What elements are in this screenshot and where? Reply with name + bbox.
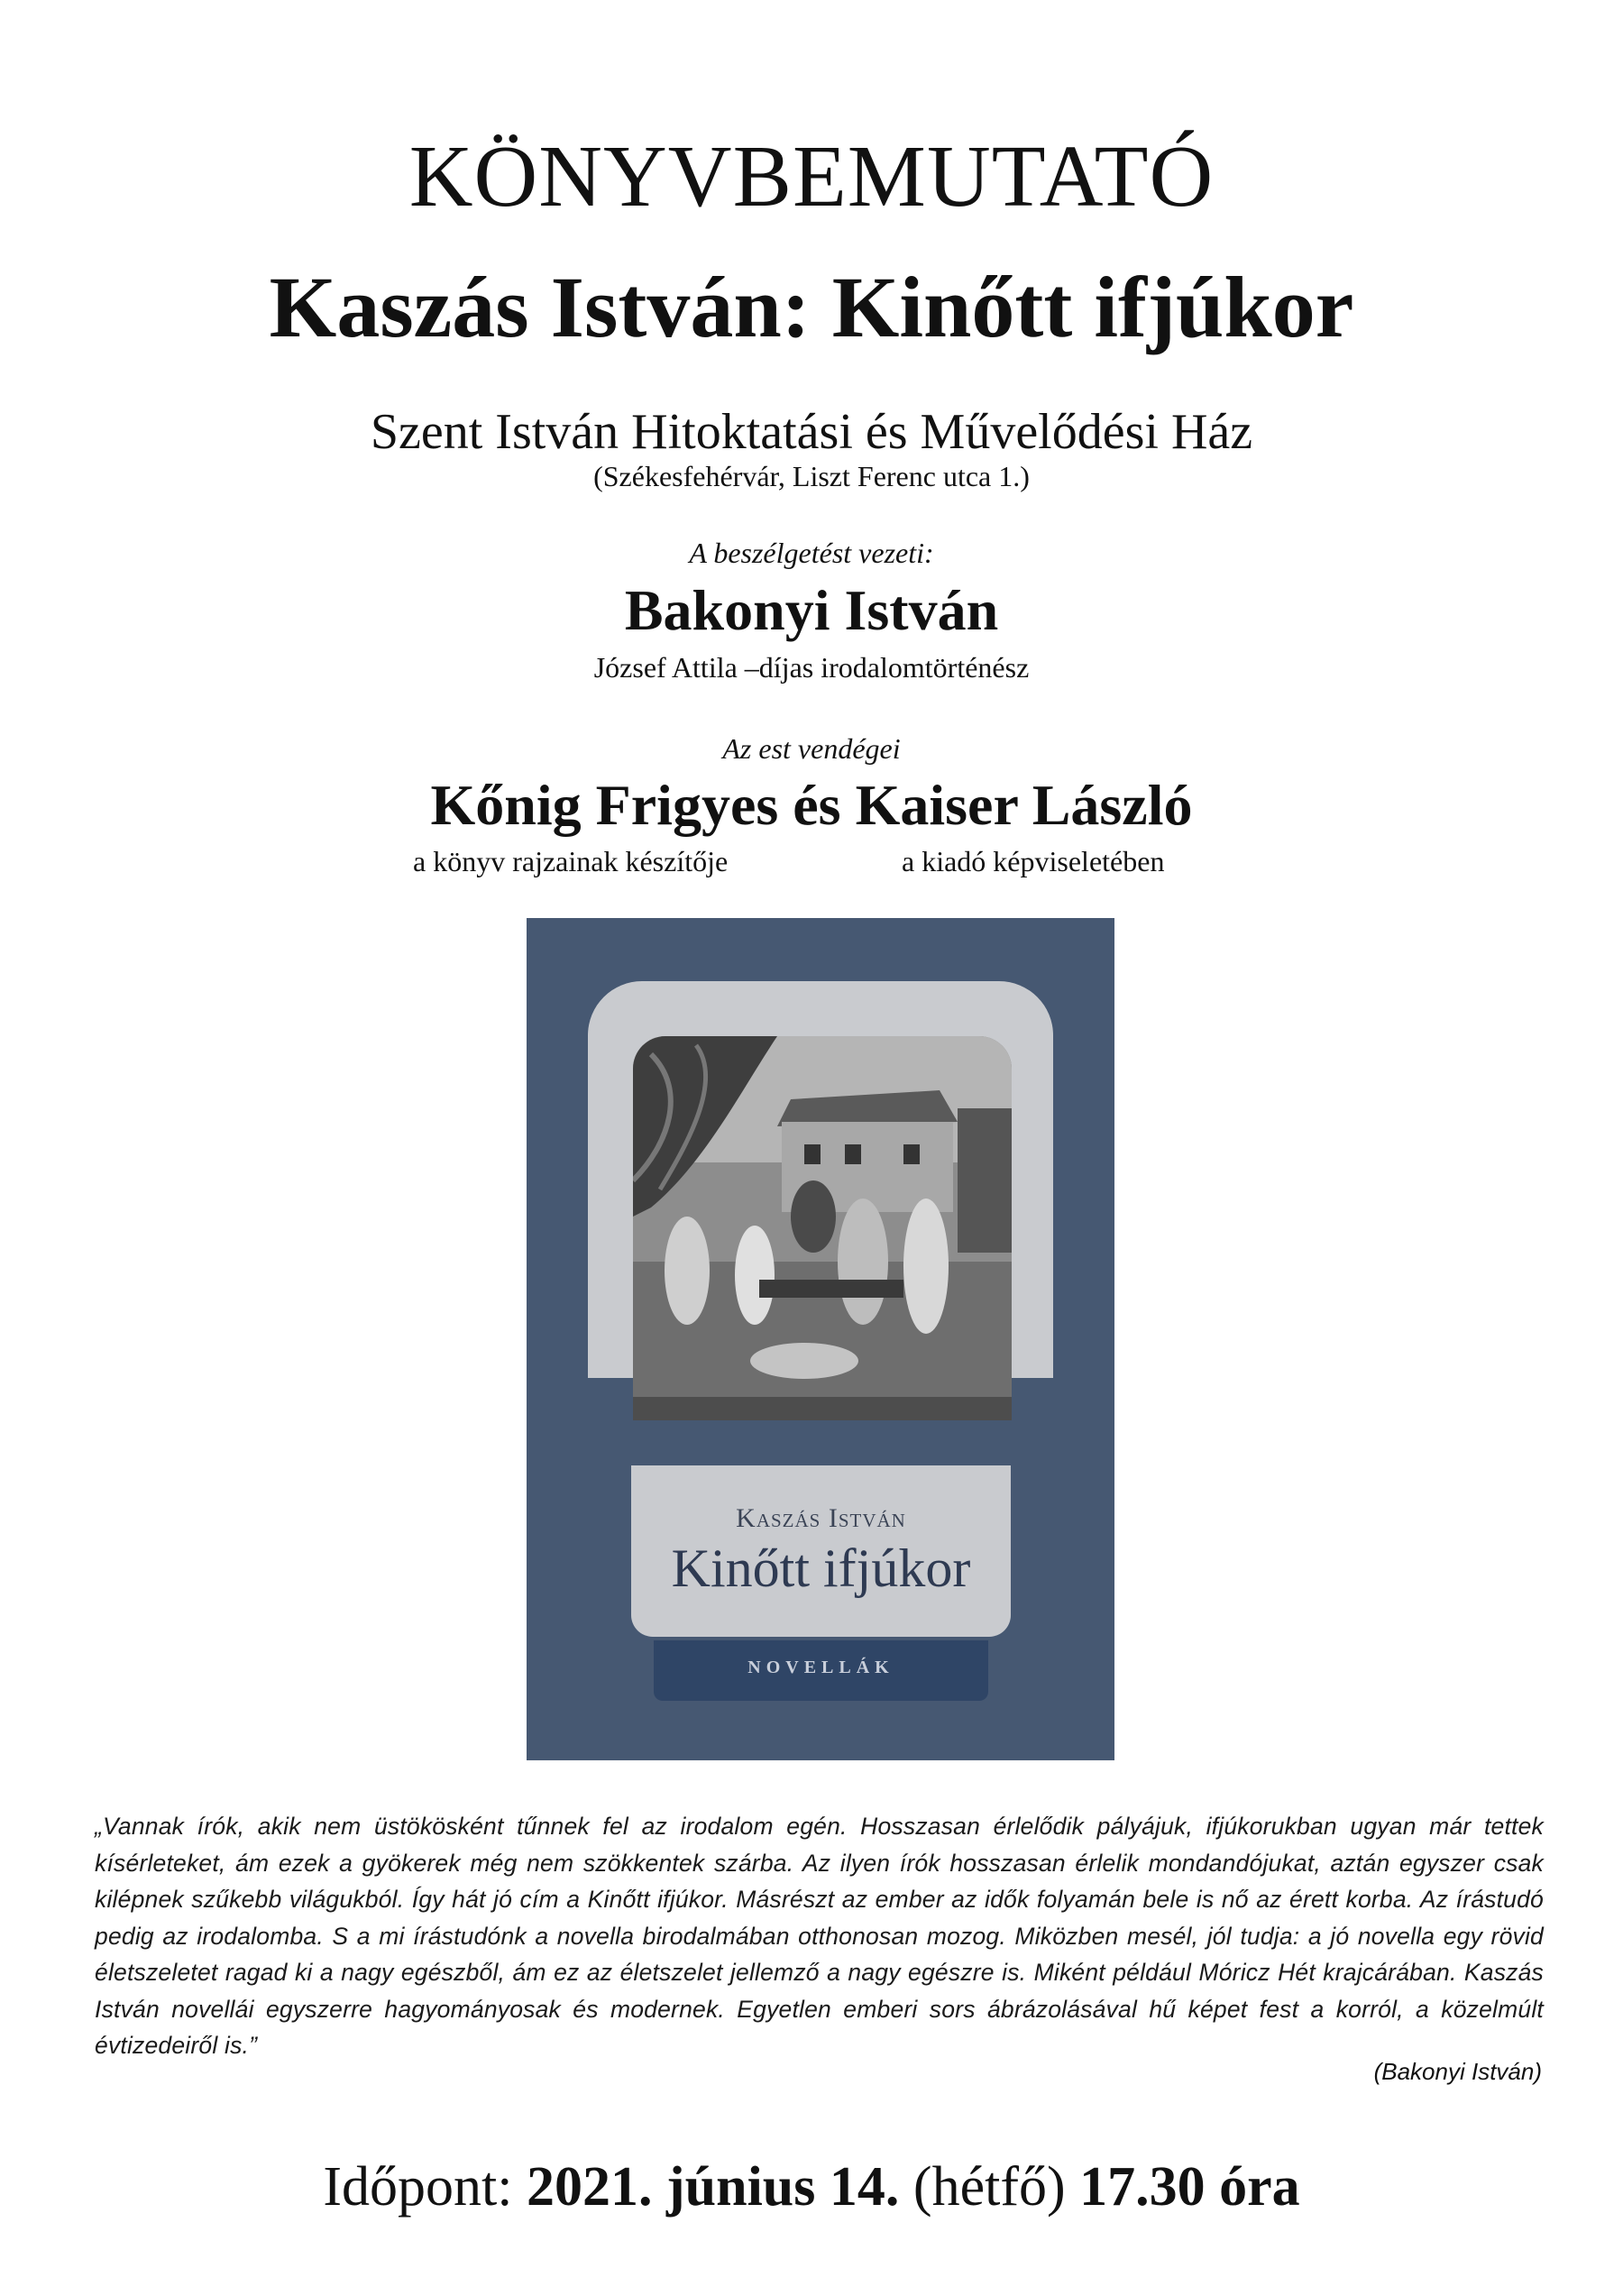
moderator-label: A beszélgetést vezeti: <box>689 537 934 569</box>
cover-illustration <box>633 1036 1012 1420</box>
event-weekday: (hétfő) <box>912 2156 1066 2218</box>
moderator-title: József Attila –díjas irodalomtörténész <box>593 651 1030 684</box>
cover-title-panel <box>631 1465 1011 1637</box>
event-kicker: KÖNYVBEMUTATÓ <box>408 128 1215 225</box>
cover-genre-bar: NOVELLÁK <box>654 1640 988 1701</box>
moderator-name: Bakonyi István <box>624 578 999 642</box>
venue-name: Szent István Hitoktatási és Művelődési Ház <box>370 404 1253 460</box>
guests-names: Kőnig Frigyes és Kaiser László <box>430 773 1193 837</box>
guest-role-1: a könyv rajzainak készítője <box>413 845 729 877</box>
guest-role-2: a kiadó képviseletében <box>902 845 1165 877</box>
event-datetime <box>0 2155 1623 2219</box>
quote-attribution: (Bakonyi István) <box>1373 2058 1542 2085</box>
guests-label: Az est vendégei <box>722 732 901 765</box>
book-cover <box>527 918 1114 1760</box>
book-title-heading: Kaszás István: Kinőtt ifjúkor <box>269 259 1354 355</box>
review-quote: „Vannak írók, akik nem üstökösként tűnnek fel az irodalom egén. Hosszasan érlelődik pályájuk, ifjúkorukban ugyan már tettek kísérleteket, ám ezek a gyökerek még nem szökkentek szárba. Az ilyen írók hosszasan érlelik mondandójukat, aztán egyszer csak kilépnek szűkebb világukból. Így hát jó cím a Kinőtt ifjúkor. Másrészt az ember az idők folyamán bele is nő az érett korba. Az írástudó pedig az irodalomba. S a mi írástudónk a novella birodalmában otthonosan mozog. Miközben mesél, jól tudja: a jó novella egy rövid életszeletet ragad ki a nagy egészből, ám ez az életszelet jellemző a nagy egészre is. Miként például Móricz Hét krajcárában. Kaszás István novellái egyszerre hagyományosak és modernek. Egyetlen emberi sors ábrázolásával hű képet fest a korról, a közelmúlt évtizedeiről is.” <box>95 1813 1544 2059</box>
event-date: 2021. június 14. <box>526 2156 900 2218</box>
event-time: 17.30 óra <box>1079 2156 1300 2218</box>
cover-title: Kinőtt ifjúkor <box>671 1538 971 1598</box>
venue-address: (Székesfehérvár, Liszt Ferenc utca 1.) <box>593 460 1030 492</box>
cover-author: Kaszás István <box>736 1503 906 1533</box>
date-label: Időpont: <box>323 2156 513 2218</box>
